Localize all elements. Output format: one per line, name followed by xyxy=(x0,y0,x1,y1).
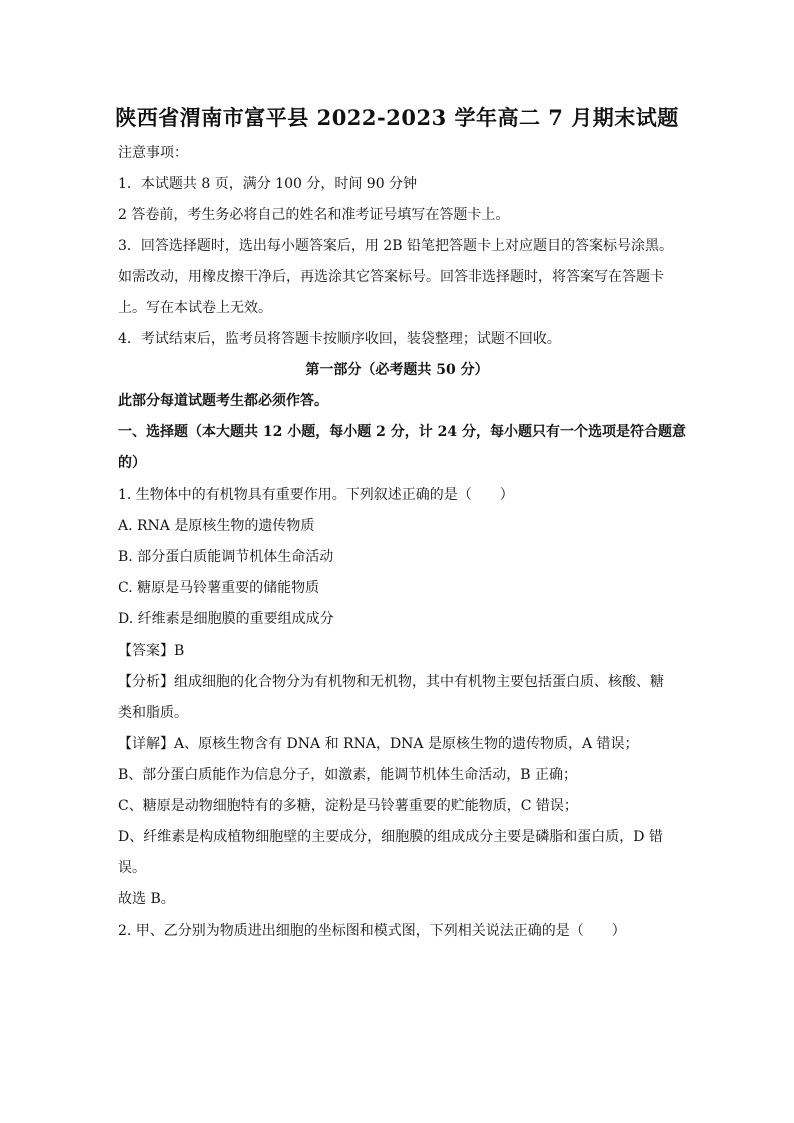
part1-note: 此部分每道试题考生都必须作答。 xyxy=(118,393,328,409)
question-1-stem: 1. 生物体中的有机物具有重要作用。下列叙述正确的是（ ） xyxy=(118,487,514,503)
question-2-stem: 2. 甲、乙分别为物质进出细胞的坐标图和模式图，下列相关说法正确的是（ ） xyxy=(118,923,626,939)
question-1-conclusion: 故选 B。 xyxy=(118,891,175,907)
question-1-analysis-cont: 类和脂质。 xyxy=(118,705,188,721)
notice-heading: 注意事项： xyxy=(118,145,188,161)
notice-item-4: 4．考试结束后，监考员将答题卡按顺序收回，装袋整理；试题不回收。 xyxy=(118,331,561,347)
page-title: 陕西省渭南市富平县 2022-2023 学年高二 7 月期末试题 xyxy=(115,105,679,130)
question-1-analysis: 【分析】组成细胞的化合物分为有机物和无机物，其中有机物主要包括蛋白质、核酸、糖 xyxy=(118,674,664,690)
question-1-detail-c: C、糖原是动物细胞特有的多糖，淀粉是马铃薯重要的贮能物质，C 错误； xyxy=(118,798,578,814)
notice-item-2: 2 答卷前，考生务必将自己的姓名和准考证号填写在答题卡上。 xyxy=(118,207,510,223)
part1-heading: 第一部分（必考题共 50 分） xyxy=(305,362,489,378)
notice-item-3-cont: 如需改动，用橡皮擦干净后，再选涂其它答案标号。回答非选择题时，将答案写在答题卡 xyxy=(118,269,664,285)
notice-item-3: 3．回答选择题时，选出每小题答案后，用 2B 铅笔把答题卡上对应题目的答案标号涂黑。 xyxy=(118,238,674,254)
question-1-detail-d-cont: 误。 xyxy=(118,860,146,876)
question-1-detail-d: D、纤维素是构成植物细胞壁的主要成分，细胞膜的组成成分主要是磷脂和蛋白质，D 错 xyxy=(118,829,663,845)
question-1-option-b: B. 部分蛋白质能调节机体生命活动 xyxy=(118,549,334,565)
question-1-option-d: D. 纤维素是细胞膜的重要组成成分 xyxy=(118,611,334,627)
question-1-detail-a: 【详解】A、原核生物含有 DNA 和 RNA，DNA 是原核生物的遗传物质，A 错误； xyxy=(118,736,639,752)
notice-item-3-end: 上。写在本试卷上无效。 xyxy=(118,300,272,316)
question-1-option-a: A. RNA 是原核生物的遗传物质 xyxy=(118,518,315,534)
section-heading-cont: 的） xyxy=(118,455,146,471)
question-1-detail-b: B、部分蛋白质能作为信息分子，如激素，能调节机体生命活动，B 正确； xyxy=(118,767,578,783)
question-1-answer: 【答案】B xyxy=(118,643,185,659)
section-heading: 一、选择题（本大题共 12 小题，每小题 2 分，计 24 分，每小题只有一个选项是符合题意 xyxy=(118,424,686,440)
notice-item-1: 1．本试题共 8 页，满分 100 分，时间 90 分钟 xyxy=(118,176,418,192)
question-1-option-c: C. 糖原是马铃薯重要的储能物质 xyxy=(118,580,320,596)
